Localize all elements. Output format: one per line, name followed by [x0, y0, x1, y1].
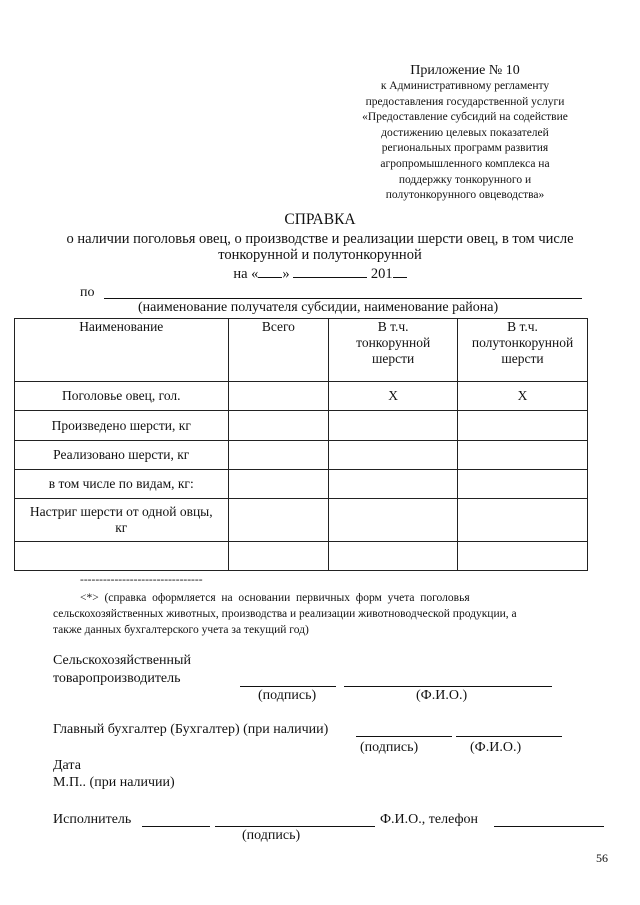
recipient-caption: (наименование получателя субсидии, наименование района): [138, 300, 499, 315]
cell-fine[interactable]: [329, 411, 458, 441]
appendix-line: поддержку тонкорунного и: [398, 173, 532, 186]
recipient-blank[interactable]: [104, 298, 582, 299]
document-title-block: [40, 212, 600, 282]
producer-sign-blank[interactable]: [240, 686, 336, 687]
executor-sign-blank[interactable]: [142, 826, 210, 827]
cell-total[interactable]: [228, 470, 329, 499]
row-label: Реализовано шерсти, кг: [15, 441, 229, 470]
year-blank[interactable]: [393, 263, 407, 278]
cell-total[interactable]: [228, 542, 329, 571]
executor-sign-caption: (подпись): [242, 828, 301, 843]
appendix-line: к Административному регламенту: [380, 80, 550, 92]
cell-total[interactable]: [228, 411, 329, 441]
date-mid: »: [282, 266, 290, 282]
date-line: [40, 263, 600, 282]
stamp-label: М.П.. (при наличии): [53, 775, 175, 790]
phone-blank[interactable]: [494, 826, 604, 827]
cell-fine[interactable]: [329, 470, 458, 499]
cell-fine: Х: [329, 382, 458, 411]
executor-name-blank[interactable]: [215, 826, 375, 827]
table-row: [15, 441, 588, 470]
cell-total[interactable]: [228, 382, 329, 411]
title-line-1: о наличии поголовья овец, о производстве и реализации шерсти овец, в том числе: [66, 231, 574, 247]
appendix-line: агропромышленного комплекса на: [380, 157, 550, 170]
date-label: Дата: [53, 758, 81, 773]
po-label: по: [80, 285, 95, 300]
producer-fio-caption: (Ф.И.О.): [416, 688, 468, 703]
table-row: [15, 382, 588, 411]
cell-semi[interactable]: [458, 411, 588, 441]
header-semi-fine-wool: В т.ч. полутонкорунной шерсти: [458, 319, 588, 382]
date-year: 201: [370, 266, 393, 282]
appendix-line: региональных программ развития: [381, 142, 549, 155]
appendix-block: [340, 62, 590, 204]
table-row: [15, 499, 588, 542]
cell-semi[interactable]: [458, 542, 588, 571]
page-number: 56: [596, 851, 608, 865]
row-label: Произведено шерсти, кг: [15, 411, 229, 441]
table-row: [15, 470, 588, 499]
cell-semi[interactable]: [458, 499, 588, 542]
header-name: Наименование: [15, 319, 229, 382]
producer-label-1: Сельскохозяйственный: [53, 653, 191, 668]
row-label: в том числе по видам, кг:: [15, 470, 229, 499]
appendix-line: предоставления государственной услуги: [365, 95, 565, 108]
appendix-heading: Приложение № 10: [410, 63, 520, 78]
accountant-sign-blank[interactable]: [356, 736, 452, 737]
cell-semi[interactable]: [458, 470, 588, 499]
producer-sign-caption: (подпись): [258, 688, 317, 703]
footnote-separator: --------------------------------: [80, 574, 203, 586]
footnote-line-3: также данных бухгалтерского учета за текущий год): [53, 624, 309, 636]
date-prefix: на «: [233, 266, 259, 282]
day-blank[interactable]: [258, 263, 282, 278]
executor-label: Исполнитель: [53, 812, 132, 827]
accountant-fio-caption: (Ф.И.О.): [470, 740, 522, 755]
accountant-sign-caption: (подпись): [360, 740, 419, 755]
table-row: [15, 542, 588, 571]
header-total: Всего: [228, 319, 329, 382]
cell-fine[interactable]: [329, 542, 458, 571]
table-row: [15, 411, 588, 441]
row-label: [15, 542, 229, 571]
table-header-row: [15, 319, 588, 382]
chief-accountant-label: Главный бухгалтер (Бухгалтер) (при наличии): [53, 722, 329, 737]
appendix-line: «Предоставление субсидий на содействие: [362, 111, 568, 124]
fio-phone-label: Ф.И.О., телефон: [380, 812, 479, 827]
cell-fine[interactable]: [329, 499, 458, 542]
cell-total[interactable]: [228, 441, 329, 470]
accountant-fio-blank[interactable]: [456, 736, 562, 737]
data-table: [14, 318, 588, 571]
producer-label-2: товаропроизводитель: [53, 671, 181, 686]
row-label: Поголовье овец, гол.: [15, 382, 229, 411]
footnote-line-2: сельскохозяйственных животных, производства и реализации животноводческой продукции, а: [53, 608, 517, 620]
footnote-line-1: <*> (справка оформляется на основании первичных форм учета поголовья: [80, 592, 470, 604]
month-blank[interactable]: [293, 263, 367, 278]
title-line-2: тонкорунной и полутонкорунной: [218, 247, 422, 263]
header-fine-wool: В т.ч. тонкорунной шерсти: [329, 319, 458, 382]
cell-total[interactable]: [228, 499, 329, 542]
cell-semi: Х: [458, 382, 588, 411]
appendix-line: полутонкорунного овцеводства»: [385, 189, 545, 202]
document-title: СПРАВКА: [284, 211, 356, 228]
appendix-line: достижению целевых показателей: [381, 126, 549, 139]
row-label: Настриг шерсти от одной овцы, кг: [15, 499, 229, 542]
producer-fio-blank[interactable]: [344, 686, 552, 687]
cell-semi[interactable]: [458, 441, 588, 470]
cell-fine[interactable]: [329, 441, 458, 470]
